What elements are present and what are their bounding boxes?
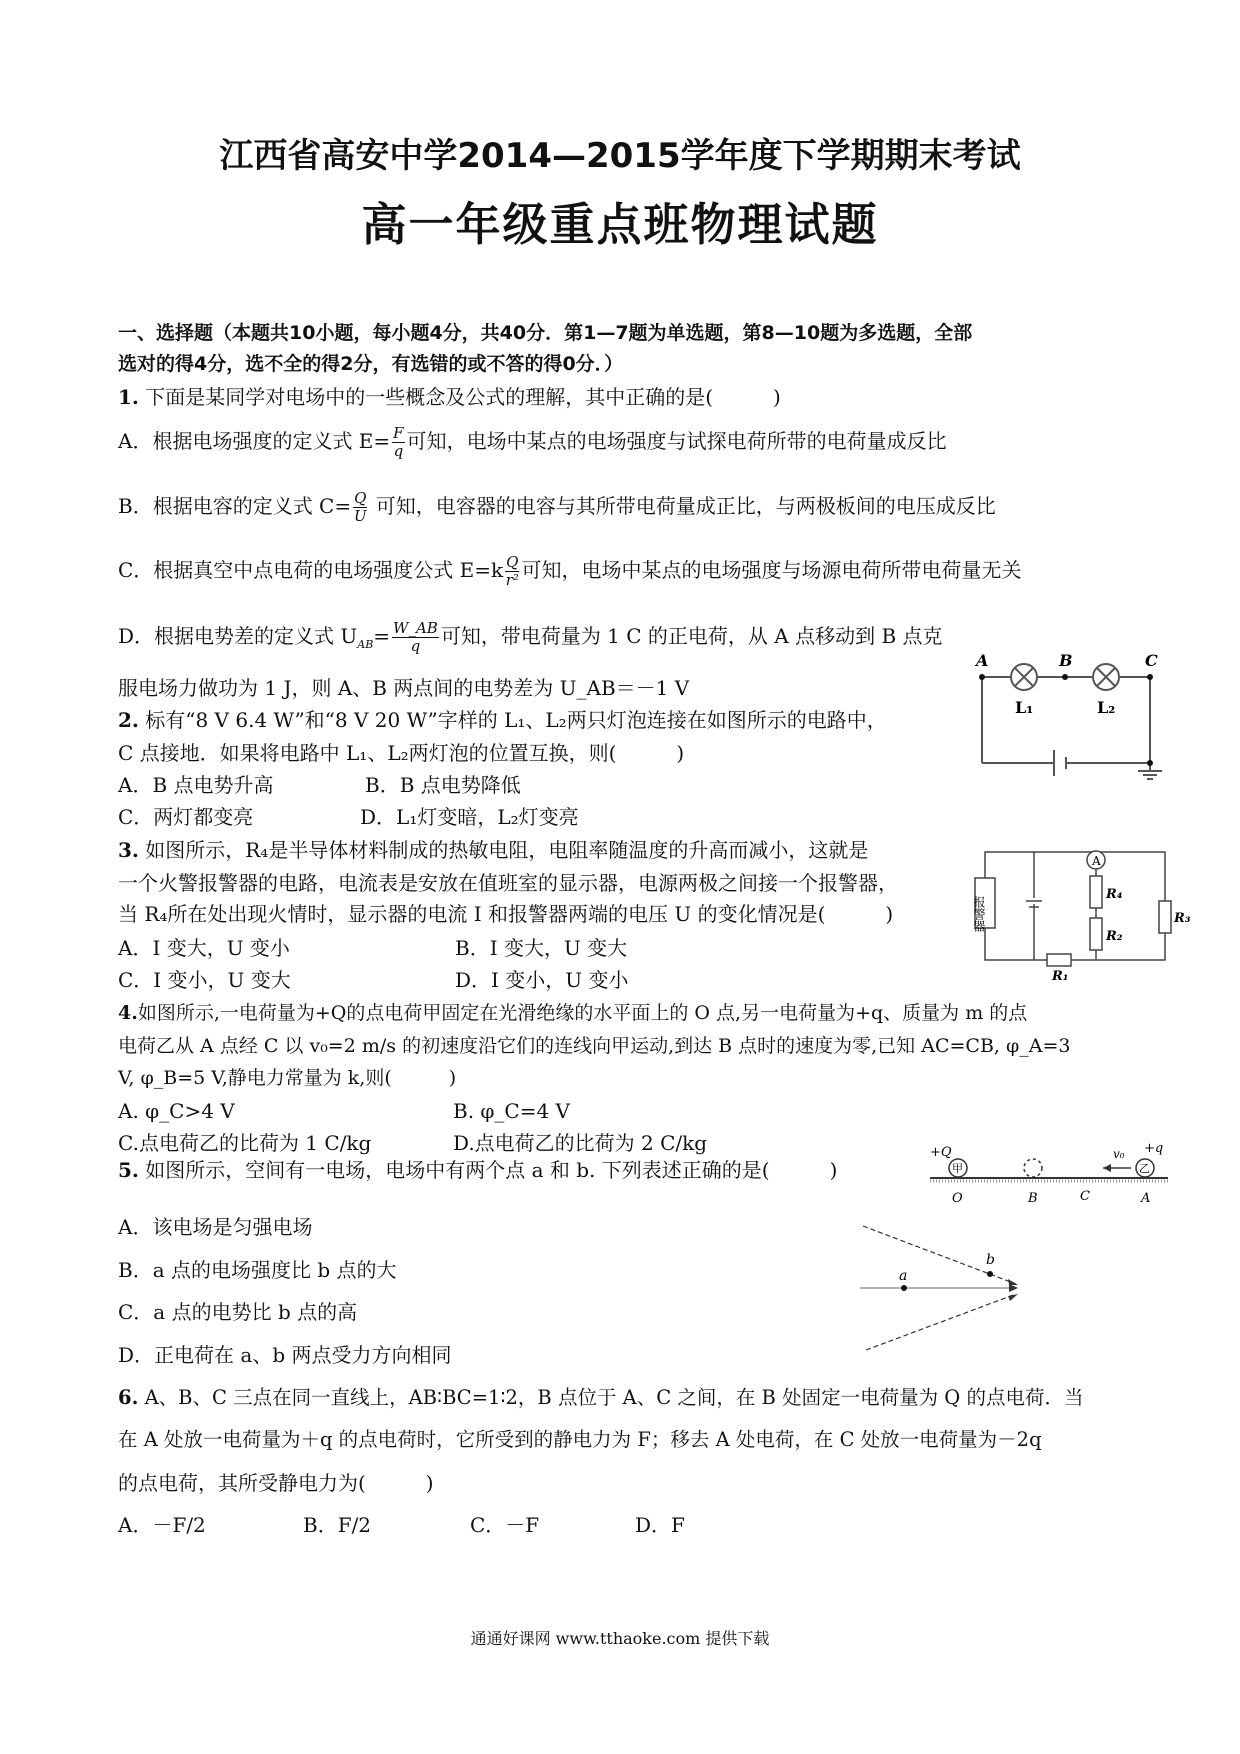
question-stem: 下面是某同学对电场中的一些概念及公式的理解，其中正确的是( ): [145, 385, 781, 409]
question-6-cont: 的点电荷，其所受静电力为( ): [118, 1471, 434, 1495]
question-stem: 如图所示，空间有一电场，电场中有两个点 a 和 b. 下列表述正确的是( ): [145, 1158, 838, 1182]
q1-option-d: [118, 620, 943, 658]
q4-option-d[interactable]: D.点电荷乙的比荷为 2 C/kg: [453, 1131, 708, 1155]
label-l1: L₁: [1015, 698, 1034, 717]
question-stem: 如图所示，R₄是半导体材料制成的热敏电阻，电阻率随温度的升高而减小，这就是: [145, 838, 869, 862]
question-6: [118, 1385, 1083, 1411]
q5-option-a[interactable]: A．该电场是匀强电场: [118, 1215, 313, 1239]
label-b: B: [1059, 651, 1073, 670]
question-number: 6.: [118, 1386, 139, 1409]
option-text: 可知，电场中某点的电场强度与场源电荷所带电荷量无关: [521, 558, 1022, 582]
q6-option-b[interactable]: B．F/2: [303, 1513, 372, 1537]
question-number: 4.: [118, 1002, 138, 1024]
exam-title-subject: 高一年级重点班物理试题: [361, 198, 879, 251]
q1-option-a: [118, 425, 947, 460]
denominator: r²: [505, 571, 519, 589]
label-c: C: [1145, 651, 1158, 670]
q6-option-a[interactable]: A．－F/2: [118, 1513, 206, 1537]
q2-option-b[interactable]: B．B 点电势降低: [365, 773, 521, 797]
q2-option-d[interactable]: D．L₁灯变暗，L₂灯变亮: [360, 805, 579, 829]
q3-option-d[interactable]: D．I 变小，U 变小: [455, 968, 629, 992]
option-text: B．根据电容的定义式 C=: [118, 494, 352, 518]
fraction: [392, 425, 404, 460]
numerator: W_AB: [393, 619, 438, 637]
section-heading-cont: 选对的得4分，选不全的得2分，有选错的或不答的得0分．）: [118, 353, 624, 375]
question-number: 3.: [118, 838, 139, 862]
q1-option-d-cont: 服电场力做功为 1 J，则 A、B 两点间的电势差为 U_AB＝－1 V: [118, 676, 690, 700]
numerator: F: [393, 424, 404, 442]
q5-option-c[interactable]: C．a 点的电势比 b 点的高: [118, 1300, 358, 1324]
option-text: C．根据真空中点电荷的电场强度公式 E=k: [118, 558, 504, 582]
q1-option-b: [118, 490, 996, 525]
question-3: [118, 837, 868, 863]
question-4-cont: V, φ_B=5 V,静电力常量为 k,则( ): [118, 1067, 457, 1089]
denominator: q: [410, 637, 421, 655]
point-a: A: [1141, 1191, 1151, 1206]
q3-circuit-figure: [972, 846, 1191, 984]
option-text: D．根据电势差的定义式 U: [118, 624, 358, 648]
q4-charges-figure: [928, 1142, 1178, 1208]
q4-option-a[interactable]: A. φ_C>4 V: [118, 1099, 235, 1123]
q5-field-lines-figure: [858, 1220, 1028, 1350]
question-1: [118, 384, 781, 410]
q3-option-a[interactable]: A．I 变大，U 变小: [118, 936, 290, 960]
question-3-cont: 当 R₄所在处出现火情时，显示器的电流 I 和报警器两端的电压 U 的变化情况是( ): [118, 902, 894, 926]
option-text: 可知，带电荷量为 1 C 的正电荷，从 A 点移动到 B 点克: [440, 624, 943, 648]
q3-option-b[interactable]: B．I 变大，U 变大: [455, 936, 628, 960]
exam-title-school: 江西省高安中学2014—2015学年度下学期期末考试: [219, 136, 1021, 176]
q2-option-c[interactable]: C．两灯都变亮: [118, 805, 254, 829]
point-b-label: b: [986, 1252, 995, 1268]
question-number: 1.: [118, 385, 139, 409]
fraction: [353, 490, 367, 525]
q5-option-b[interactable]: B．a 点的电场强度比 b 点的大: [118, 1258, 397, 1282]
section-heading: 一、选择题（本题共10小题，每小题4分，共40分．第1—7题为单选题，第8—10题为多选题，全部: [118, 322, 973, 344]
option-text: A．根据电场强度的定义式 E=: [118, 429, 391, 453]
q6-option-d[interactable]: D．F: [635, 1513, 685, 1537]
question-number: 2.: [118, 708, 139, 732]
question-number: 5.: [118, 1158, 139, 1182]
question-stem: 如图所示,一电荷量为+Q的点电荷甲固定在光滑绝缘的水平面上的 O 点,另一电荷量为+q、质量为 m 的点: [137, 1002, 1028, 1024]
subscript: AB: [357, 638, 374, 651]
q1-option-c: [118, 554, 1021, 589]
label-r2: R₂: [1106, 929, 1123, 944]
point-a-label: a: [899, 1268, 908, 1284]
equals: =: [373, 624, 391, 648]
label-r4: R₄: [1106, 887, 1123, 902]
question-2: [118, 707, 887, 733]
point-c: C: [1080, 1189, 1090, 1204]
q2-option-a[interactable]: A．B 点电势升高: [118, 773, 274, 797]
label-l2: L₂: [1097, 698, 1116, 717]
question-5: [118, 1157, 837, 1183]
q3-option-c[interactable]: C．I 变小，U 变大: [118, 968, 291, 992]
label-r1: R₁: [1052, 969, 1069, 984]
point-o: O: [952, 1191, 963, 1206]
label-a: A: [976, 651, 989, 670]
question-4-cont: 电荷乙从 A 点经 C 以 v₀=2 m/s 的初速度沿它们的连线向甲运动,到达 B 点时的速度为零,已知 AC=CB, φ_A=3: [118, 1035, 1071, 1057]
denominator: q: [393, 442, 404, 460]
charge-plus-q-big: +Q: [930, 1145, 952, 1160]
numerator: Q: [354, 489, 367, 507]
question-3-cont: 一个火警报警器的电路，电流表是安放在值班室的显示器，电源两极之间接一个报警器，: [118, 871, 898, 895]
page-footer: 通通好课网 www.tthaoke.com 提供下载: [470, 1629, 770, 1648]
fraction: [392, 620, 439, 655]
option-text: 可知，电容器的电容与其所带电荷量成正比，与两极板间的电压成反比: [369, 494, 996, 518]
charge-plus-q-small: +q: [1144, 1141, 1164, 1156]
q6-option-c[interactable]: C．－F: [470, 1513, 540, 1537]
fraction: [505, 554, 519, 589]
body-yi: 乙: [1139, 1162, 1150, 1175]
velocity-label: v₀: [1113, 1147, 1125, 1161]
body-jia: 甲: [952, 1162, 963, 1175]
option-text: 可知，电场中某点的电场强度与试探电荷所带的电荷量成反比: [406, 429, 947, 453]
numerator: Q: [506, 553, 519, 571]
q4-option-c[interactable]: C.点电荷乙的比荷为 1 C/kg: [118, 1131, 372, 1155]
q5-option-d[interactable]: D．正电荷在 a、b 两点受力方向相同: [118, 1343, 452, 1367]
denominator: U: [353, 507, 367, 525]
alarm-label: 报警器: [972, 896, 986, 932]
ammeter-label: A: [1092, 854, 1101, 868]
question-2-cont: C 点接地．如果将电路中 L₁、L₂两灯泡的位置互换，则( ): [118, 741, 685, 765]
q2-circuit-figure: [975, 651, 1175, 785]
q4-option-b[interactable]: B. φ_C=4 V: [453, 1099, 571, 1123]
question-stem: A、B、C 三点在同一直线上，AB∶BC=1∶2，B 点位于 A、C 之间，在 B 处固定一电荷量为 Q 的点电荷．当: [144, 1386, 1084, 1409]
question-4: [118, 1000, 1027, 1026]
point-b: B: [1028, 1191, 1038, 1206]
question-stem: 标有“8 V 6.4 W”和“8 V 20 W”字样的 L₁、L₂两只灯泡连接在如图所示的电路中，: [145, 708, 887, 732]
label-r3: R₃: [1174, 911, 1191, 926]
question-6-cont: 在 A 处放一电荷量为＋q 的点电荷时，它所受到的静电力为 F；移去 A 处电荷，在 C 处放一电荷量为－2q: [118, 1428, 1042, 1451]
